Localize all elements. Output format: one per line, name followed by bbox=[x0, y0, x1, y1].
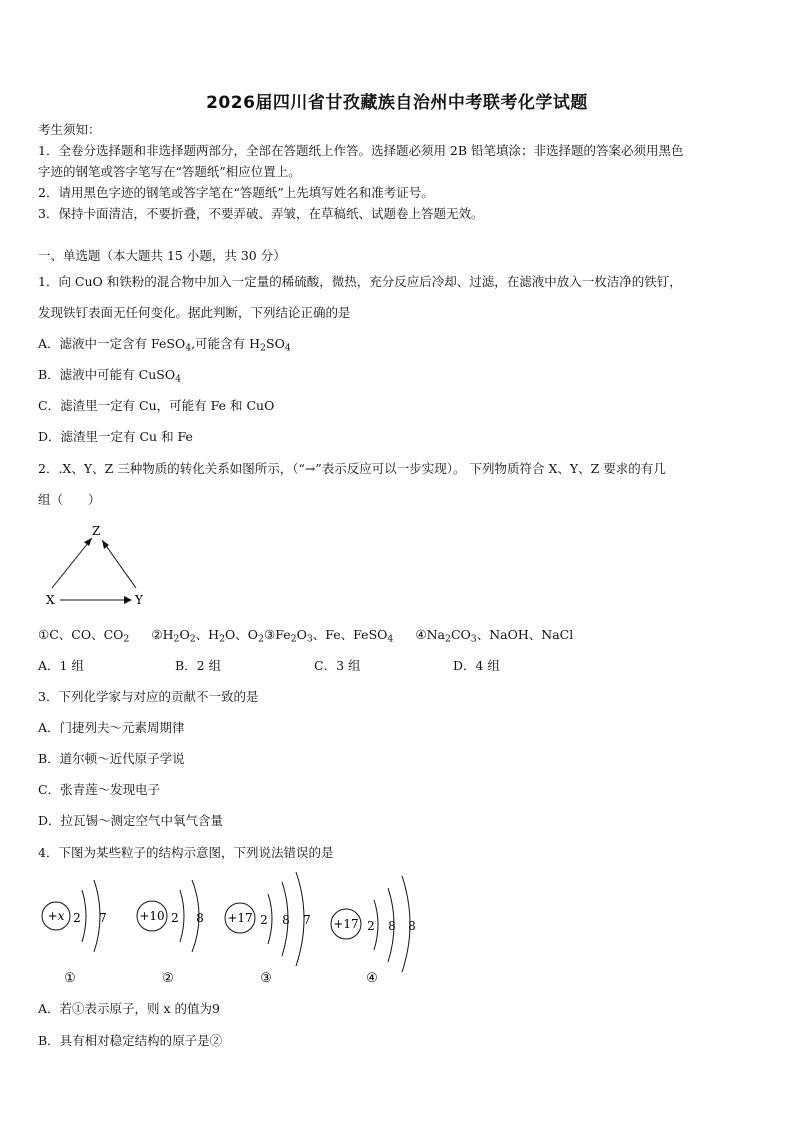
q1-option-d[interactable]: D．滤渣里一定有 Cu 和 Fe bbox=[38, 429, 193, 444]
electron-count: 8 bbox=[196, 911, 204, 925]
q3-stem: 3．下列化学家与对应的贡献不一致的是 bbox=[38, 689, 259, 704]
subscript: 2 bbox=[260, 342, 266, 354]
q1-stem-line-2: 发现铁钉表面无任何变化。据此判断，下列结论正确的是 bbox=[38, 305, 351, 320]
atom-label: ④ bbox=[366, 971, 378, 986]
q2-groups bbox=[38, 625, 573, 644]
q4-option-a[interactable]: A．若①表示原子，则 x 的值为9 bbox=[38, 1001, 220, 1016]
xyz-conversion-diagram bbox=[38, 520, 158, 610]
q4-option-b[interactable]: B．具有相对稳定结构的原子是② bbox=[38, 1033, 223, 1048]
q1-option-a[interactable] bbox=[38, 334, 291, 353]
atom-label: ① bbox=[64, 971, 76, 986]
exam-title: 2026届四川省甘孜藏族自治州中考联考化学试题 bbox=[206, 93, 588, 113]
electron-count: 8 bbox=[388, 919, 396, 933]
q1-option-c[interactable]: C．滤渣里一定有 Cu，可能有 Fe 和 CuO bbox=[38, 398, 275, 413]
q2-option-d[interactable]: D．4 组 bbox=[453, 658, 500, 673]
q3-option-b[interactable]: B．道尔顿～近代原子学说 bbox=[38, 751, 185, 766]
electron-count: 2 bbox=[73, 911, 81, 925]
electron-count: 8 bbox=[282, 913, 290, 927]
electron-shell bbox=[82, 890, 86, 942]
notice-item-1-line-1: 1．全卷分选择题和非选择题两部分，全部在答题纸上作答。选择题必须用 2B 铅笔填涂；非选择题的答案必须用黑色 bbox=[38, 143, 684, 158]
arrow-x-to-z bbox=[52, 538, 92, 588]
q1-option-a-text: ,可能含有 H bbox=[191, 336, 261, 351]
group-1: ①C、CO、CO bbox=[38, 627, 124, 642]
group-4: CO bbox=[450, 627, 471, 642]
notice-item-1-line-2: 字迹的钢笔或答字笔写在“答题纸”相应位置上。 bbox=[38, 164, 301, 179]
q1-stem-line-1: 1．向 CuO 和铁粉的混合物中加入一定量的稀硫酸，微热，充分反应后冷却、过滤，在滤液中放入一枚洁净的铁钉， bbox=[38, 274, 682, 289]
section-heading: 一、单选题（本大题共 15 小题，共 30 分） bbox=[38, 248, 286, 263]
notice-heading: 考生须知： bbox=[38, 122, 101, 137]
atom-1 bbox=[42, 880, 107, 986]
subscript: 2 bbox=[290, 633, 297, 645]
subscript: 3 bbox=[470, 633, 477, 645]
group-2: 、H bbox=[195, 627, 220, 642]
q3-option-c[interactable]: C．张青莲～发现电子 bbox=[38, 782, 161, 797]
subscript: 3 bbox=[306, 633, 313, 645]
group-2: O bbox=[179, 627, 190, 642]
atom-2 bbox=[137, 880, 204, 986]
subscript: 2 bbox=[444, 633, 451, 645]
atom-3 bbox=[225, 872, 311, 986]
label-x: X bbox=[46, 593, 55, 607]
subscript: 4 bbox=[387, 633, 394, 645]
subscript: 2 bbox=[189, 633, 196, 645]
subscript: 2 bbox=[123, 633, 130, 645]
q1-option-b[interactable] bbox=[38, 365, 181, 384]
q2-option-c[interactable]: C．3 组 bbox=[314, 658, 361, 673]
notice-item-3: 3．保持卡面清洁，不要折叠，不要弄破、弄皱，在草稿纸、试题卷上答题无效。 bbox=[38, 206, 484, 221]
nucleus-charge: +17 bbox=[227, 911, 253, 925]
label-z: Z bbox=[92, 524, 101, 538]
group-3: ③Fe bbox=[264, 627, 291, 642]
q1-option-a-text: A．滤液中一定含有 FeSO bbox=[38, 336, 186, 351]
subscript: 2 bbox=[173, 633, 180, 645]
q2-option-b[interactable]: B．2 组 bbox=[175, 658, 222, 673]
electron-count: 2 bbox=[171, 911, 179, 925]
q1-option-b-text: B．滤液中可能有 CuSO bbox=[38, 367, 176, 382]
electron-count: 7 bbox=[303, 913, 311, 927]
group-4: ④Na bbox=[415, 627, 445, 642]
electron-shell bbox=[180, 890, 184, 942]
electron-count: 8 bbox=[408, 919, 416, 933]
electron-shell bbox=[268, 894, 272, 944]
nucleus-charge: +10 bbox=[139, 909, 165, 923]
subscript: 4 bbox=[185, 342, 192, 354]
nucleus-charge: +17 bbox=[333, 917, 359, 931]
group-4: 、NaOH、NaCl bbox=[476, 627, 574, 642]
subscript: 4 bbox=[284, 342, 291, 354]
group-2: O、O bbox=[225, 627, 259, 642]
group-2: ②H bbox=[151, 627, 174, 642]
electron-count: 2 bbox=[367, 919, 375, 933]
electron-count: 2 bbox=[260, 913, 268, 927]
arrow-y-to-z bbox=[102, 540, 136, 588]
atom-4 bbox=[331, 876, 416, 986]
label-y: Y bbox=[135, 593, 143, 607]
arrowhead bbox=[84, 538, 92, 546]
arrowhead bbox=[124, 596, 132, 604]
q1-option-a-text: SO bbox=[266, 336, 285, 351]
q2-option-a[interactable]: A．1 组 bbox=[38, 658, 84, 673]
group-3: O bbox=[296, 627, 307, 642]
q2-stem-line-2: 组（ ） bbox=[38, 492, 101, 507]
q2-stem-line-1: 2．.X、Y、Z 三种物质的转化关系如图所示，（“→”表示反应可以一步实现）。 下列物质符合 X、Y、Z 要求的有几 bbox=[38, 461, 666, 476]
notice-item-2: 2．请用黑色字迹的钢笔或答字笔在“答题纸”上先填写姓名和准考证号。 bbox=[38, 185, 434, 200]
nucleus-charge: +x bbox=[47, 909, 65, 923]
subscript: 4 bbox=[175, 373, 182, 385]
atom-label: ③ bbox=[260, 971, 272, 986]
q3-option-a[interactable]: A．门捷列夫～元素周期律 bbox=[38, 720, 185, 735]
atom-label: ② bbox=[162, 971, 174, 986]
subscript: 2 bbox=[219, 633, 226, 645]
q3-option-d[interactable]: D．拉瓦锡～测定空气中氧气含量 bbox=[38, 813, 224, 828]
q4-stem: 4．下图为某些粒子的结构示意图，下列说法错误的是 bbox=[38, 845, 334, 860]
electron-count: 7 bbox=[99, 911, 107, 925]
group-3: 、Fe、FeSO bbox=[312, 627, 388, 642]
atom-structure-diagram bbox=[30, 868, 440, 990]
subscript: 2 bbox=[258, 633, 265, 645]
